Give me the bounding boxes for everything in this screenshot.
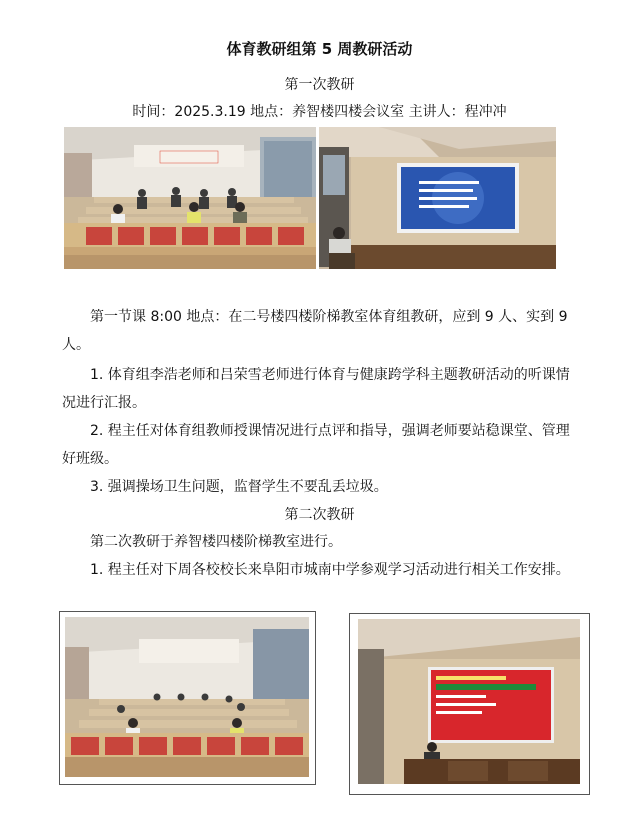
meta-line: 时间：2025.3.19 地点：养智楼四楼会议室 主讲人：程冲冲 xyxy=(132,104,507,120)
doc-title: 体育教研组第 5 周教研活动 xyxy=(226,40,413,58)
photo-presenter-2 xyxy=(349,613,590,795)
paragraph-item-3: 3. 强调操场卫生问题，监督学生不要乱丢垃圾。 xyxy=(90,479,388,495)
section2-heading: 第二次教研 xyxy=(284,507,355,523)
photo-classroom-1 xyxy=(64,127,316,269)
paragraph-second-session: 第二次教研于养智楼四楼阶梯教室进行。 xyxy=(90,534,342,550)
paragraph-item-2: 2. 程主任对体育组教师授课情况进行点评和指导，强调老师要站稳课堂、管理好班级。 xyxy=(62,423,570,467)
paragraph-second-item-1: 1. 程主任对下周各校校长来阜阳市城南中学参观学习活动进行相关工作安排。 xyxy=(90,562,570,578)
paragraph-intro: 第一节课 8:00 地点：在二号楼四楼阶梯教室体育组教研，应到 9 人、实到 9 人。 xyxy=(62,309,568,353)
photo-presenter-1 xyxy=(319,127,556,269)
paragraph-item-1: 1. 体育组李浩老师和吕荣雪老师进行体育与健康跨学科主题教研活动的听课情况进行汇报。 xyxy=(62,367,570,411)
section1-heading: 第一次教研 xyxy=(284,77,355,93)
photo-classroom-2 xyxy=(59,611,316,785)
